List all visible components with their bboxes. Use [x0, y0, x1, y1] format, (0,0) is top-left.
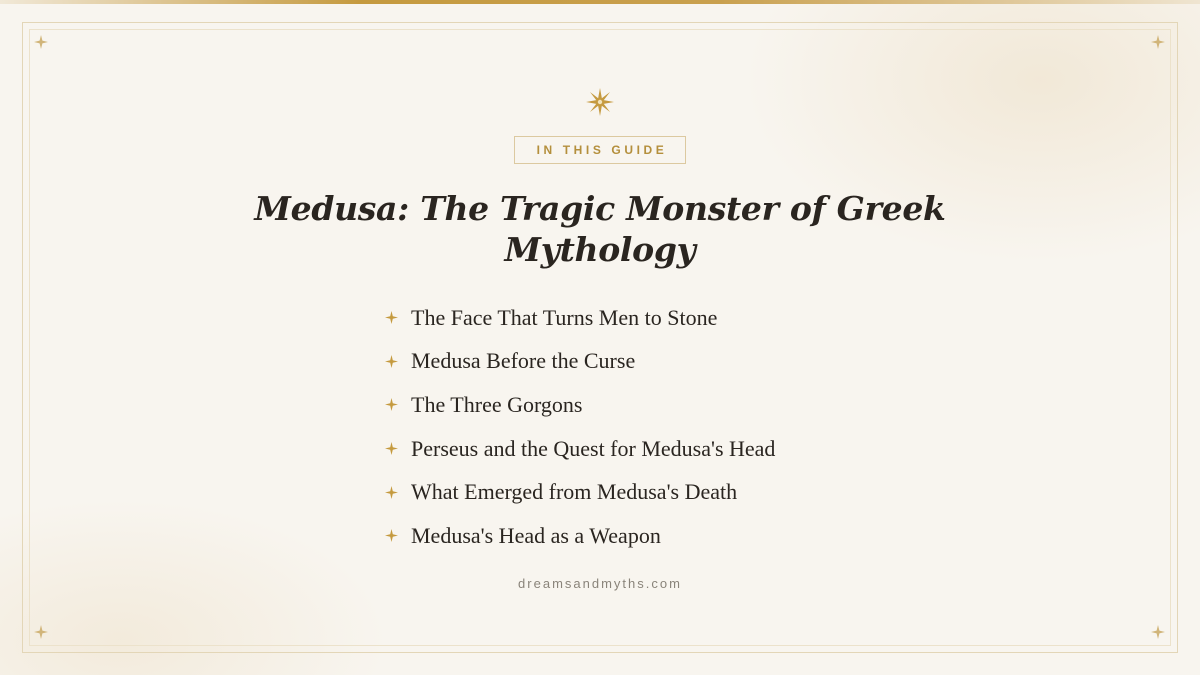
toc-item[interactable] [384, 427, 904, 471]
sparkle-bullet-icon [384, 442, 398, 456]
toc-item-label: The Face That Turns Men to Stone [411, 304, 718, 330]
toc-item[interactable] [384, 296, 904, 340]
toc-item[interactable] [384, 470, 904, 514]
page-title: Medusa: The Tragic Monster of Greek Mythology [254, 189, 946, 269]
guide-badge: IN THIS GUIDE [514, 136, 686, 164]
sparkle-bullet-icon [384, 354, 398, 368]
sparkle-bullet-icon [384, 311, 398, 325]
toc-item-label: Perseus and the Quest for Medusa's Head [411, 435, 776, 461]
toc-item[interactable] [384, 514, 904, 558]
toc-item-label: The Three Gorgons [411, 391, 583, 417]
sparkle-bullet-icon [384, 398, 398, 412]
corner-sparkle-icon [33, 34, 49, 50]
sparkle-bullet-icon [384, 529, 398, 543]
eight-point-star-icon [585, 87, 615, 117]
toc-item[interactable] [384, 383, 904, 427]
site-url: dreamsandmyths.com [518, 576, 682, 591]
toc-item-label: What Emerged from Medusa's Death [411, 479, 738, 505]
corner-sparkle-icon [33, 624, 49, 640]
table-of-contents [384, 296, 904, 558]
toc-item-label: Medusa Before the Curse [411, 348, 636, 374]
corner-sparkle-icon [1150, 624, 1166, 640]
toc-item[interactable] [384, 340, 904, 384]
top-accent-bar [0, 0, 1200, 4]
sparkle-bullet-icon [384, 485, 398, 499]
corner-sparkle-icon [1150, 34, 1166, 50]
toc-item-label: Medusa's Head as a Weapon [411, 522, 661, 548]
